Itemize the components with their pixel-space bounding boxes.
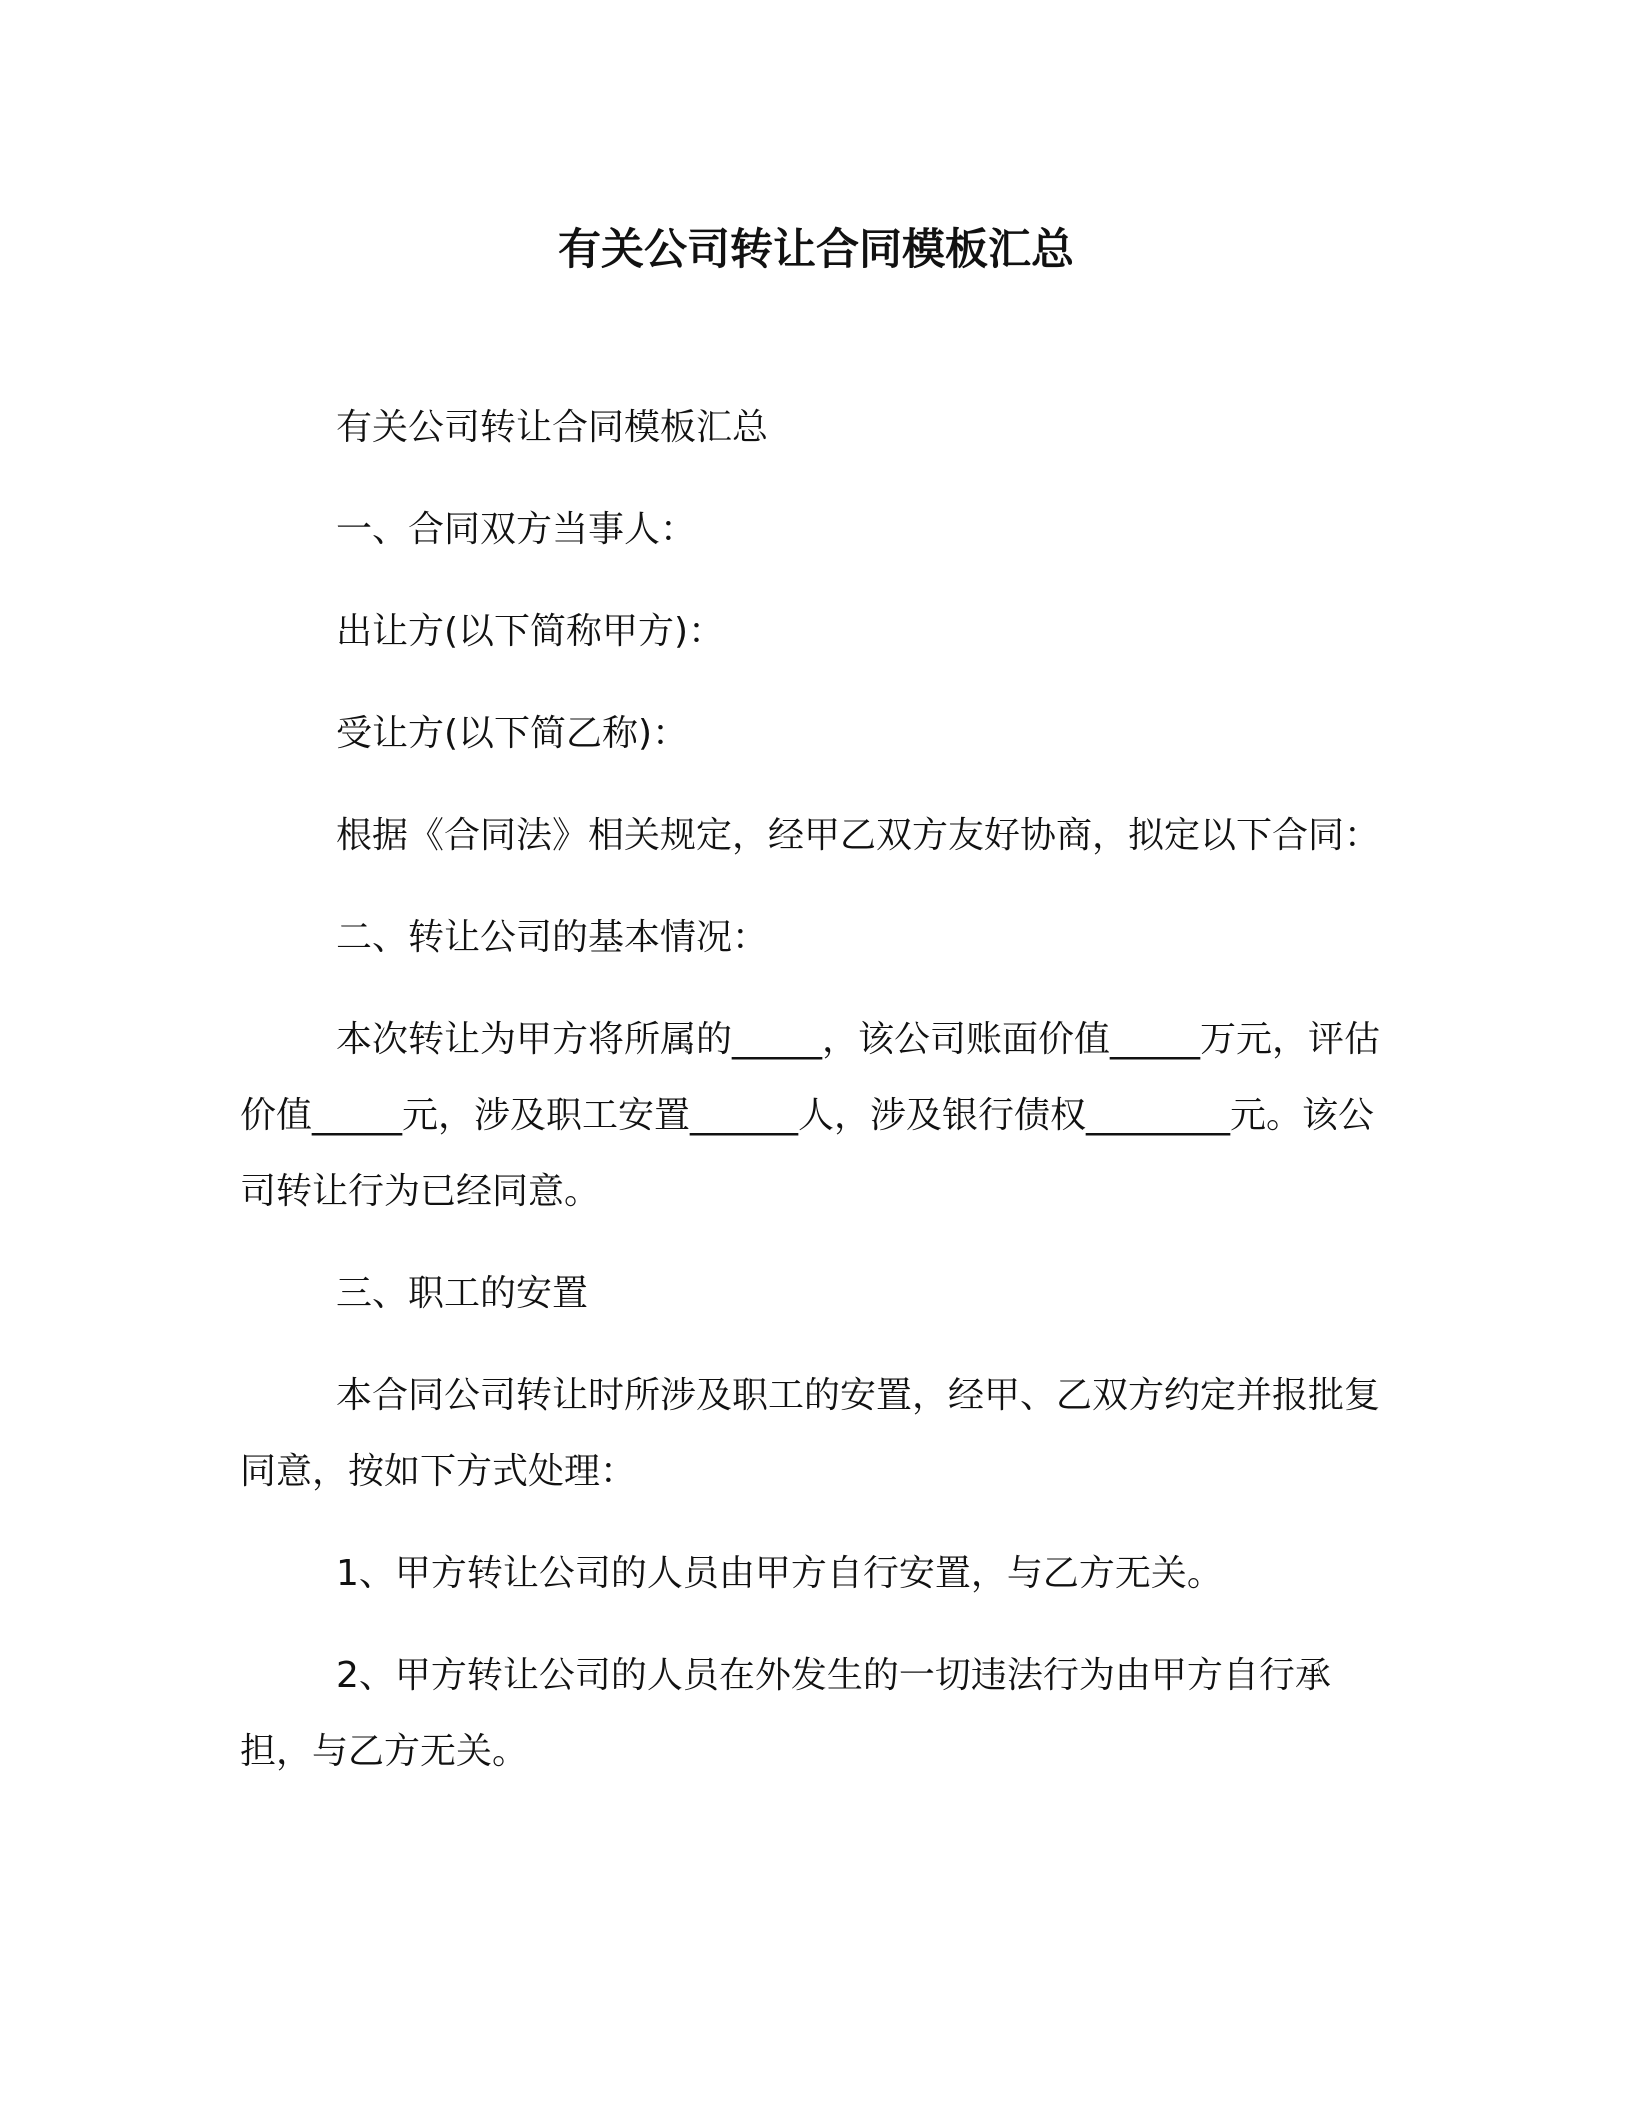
paragraph-staff-arrangement: 本合同公司转让时所涉及职工的安置，经甲、乙双方约定并报批复同意，按如下方式处理： (240, 1375, 1381, 1492)
paragraph-section-2: 二、转让公司的基本情况： (336, 917, 769, 958)
paragraph-item-1: 1、甲方转让公司的人员由甲方自行安置，与乙方无关。 (336, 1553, 1223, 1594)
document-body (240, 390, 1392, 1816)
paragraph-party-b: 受让方(以下简乙称)： (336, 713, 689, 754)
paragraph-section-1: 一、合同双方当事人： (336, 509, 697, 550)
document-title: 有关公司转让合同模板汇总 (558, 225, 1074, 275)
paragraph-company-details: 本次转让为甲方将所属的_____，该公司账面价值_____万元，评估价值_____元，涉及职工安置______人，涉及银行债权________元。该公司转让行为已经同意。 (240, 1019, 1381, 1212)
paragraph-heading: 有关公司转让合同模板汇总 (336, 407, 769, 448)
paragraph-item-2: 2、甲方转让公司的人员在外发生的一切违法行为由甲方自行承担，与乙方无关。 (240, 1655, 1331, 1772)
paragraph-party-a: 出让方(以下简称甲方)： (336, 611, 725, 652)
paragraph-basis: 根据《合同法》相关规定，经甲乙双方友好协商，拟定以下合同： (336, 815, 1381, 856)
paragraph-section-3: 三、职工的安置 (336, 1273, 589, 1314)
